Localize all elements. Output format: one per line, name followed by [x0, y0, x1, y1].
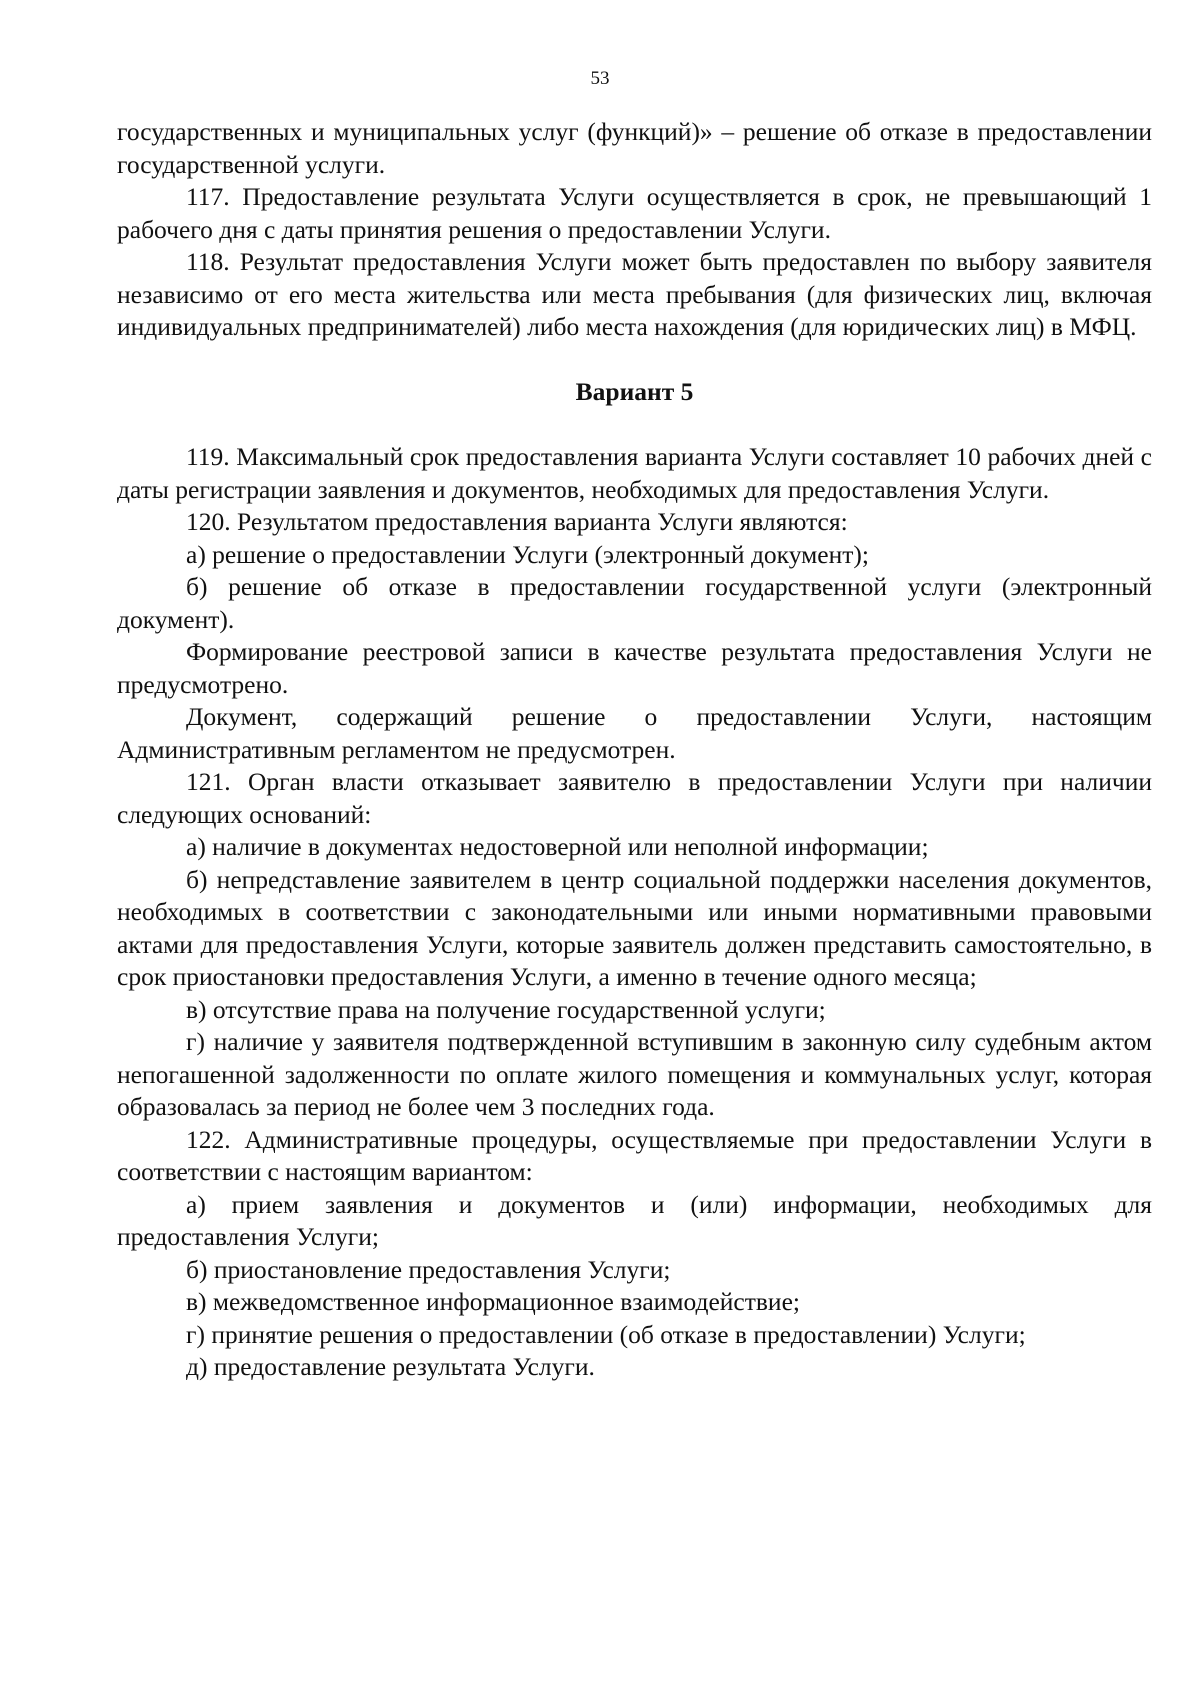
paragraph-122-item-g: г) принятие решения о предоставлении (об отказе в предоставлении) Услуги;: [186, 1319, 1026, 1349]
paragraph-118: 118. Результат предоставления Услуги может быть предоставлен по выбору заявителя независимо от его места жительства или места пребывания (для физических лиц, включая индивидуальных предпринимателей) либо места нахождения (для юридических лиц) в МФЦ.: [117, 247, 1152, 341]
document-body: [117, 116, 1152, 1384]
paragraph-117: 117. Предоставление результата Услуги осуществляется в срок, не превышающий 1 рабочего дня с даты принятия решения о предоставлении Услуги.: [117, 182, 1152, 244]
paragraph-120-item-b: б) решение об отказе в предоставлении государственной услуги (электронный документ).: [117, 572, 1152, 634]
paragraph-decision-document: Документ, содержащий решение о предоставлении Услуги, настоящим Административным регламентом не предусмотрен.: [117, 702, 1152, 764]
paragraph-122-item-a: а) прием заявления и документов и (или) информации, необходимых для предоставления Услуги;: [117, 1189, 1152, 1251]
paragraph-registry-record: Формирование реестровой записи в качестве результата предоставления Услуги не предусмотрено.: [117, 637, 1152, 699]
paragraph-continuation: государственных и муниципальных услуг (функций)» – решение об отказе в предоставлении государственной услуги.: [117, 117, 1152, 179]
paragraph-121-item-v: в) отсутствие права на получение государственной услуги;: [186, 994, 826, 1024]
paragraph-122-item-d: д) предоставление результата Услуги.: [186, 1352, 595, 1381]
paragraph-122-item-b: б) приостановление предоставления Услуги;: [186, 1254, 671, 1284]
paragraph-121-item-a: а) наличие в документах недостоверной или неполной информации;: [186, 832, 929, 861]
page-number: 53: [590, 68, 610, 89]
paragraph-120: 120. Результатом предоставления варианта Услуги являются:: [186, 507, 848, 536]
section-heading: Вариант 5: [575, 376, 694, 406]
paragraph-119: 119. Максимальный срок предоставления варианта Услуги составляет 10 рабочих дней с даты регистрации заявления и документов, необходимых для предоставления Услуги.: [117, 442, 1152, 504]
paragraph-122: 122. Административные процедуры, осуществляемые при предоставлении Услуги в соответствии с настоящим вариантом:: [117, 1124, 1152, 1186]
paragraph-122-item-v: в) межведомственное информационное взаимодействие;: [186, 1287, 800, 1316]
paragraph-121-item-g: г) наличие у заявителя подтвержденной вступившим в законную силу судебным актом непогашенной задолженности по оплате жилого помещения и коммунальных услуг, которая образовалась за период не более чем 3 последних года.: [117, 1027, 1152, 1121]
paragraph-121: 121. Орган власти отказывает заявителю в предоставлении Услуги при наличии следующих оснований:: [117, 767, 1152, 829]
paragraph-120-item-a: а) решение о предоставлении Услуги (электронный документ);: [186, 539, 869, 569]
paragraph-121-item-b: б) непредставление заявителем в центр социальной поддержки населения документов, необходимых в соответствии с законодательными или иными нормативными правовыми актами для предоставления Услуги, которые заявитель должен представить самостоятельно, в срок приостановки предоставления Услуги, а именно в течение одного месяца;: [117, 864, 1152, 991]
